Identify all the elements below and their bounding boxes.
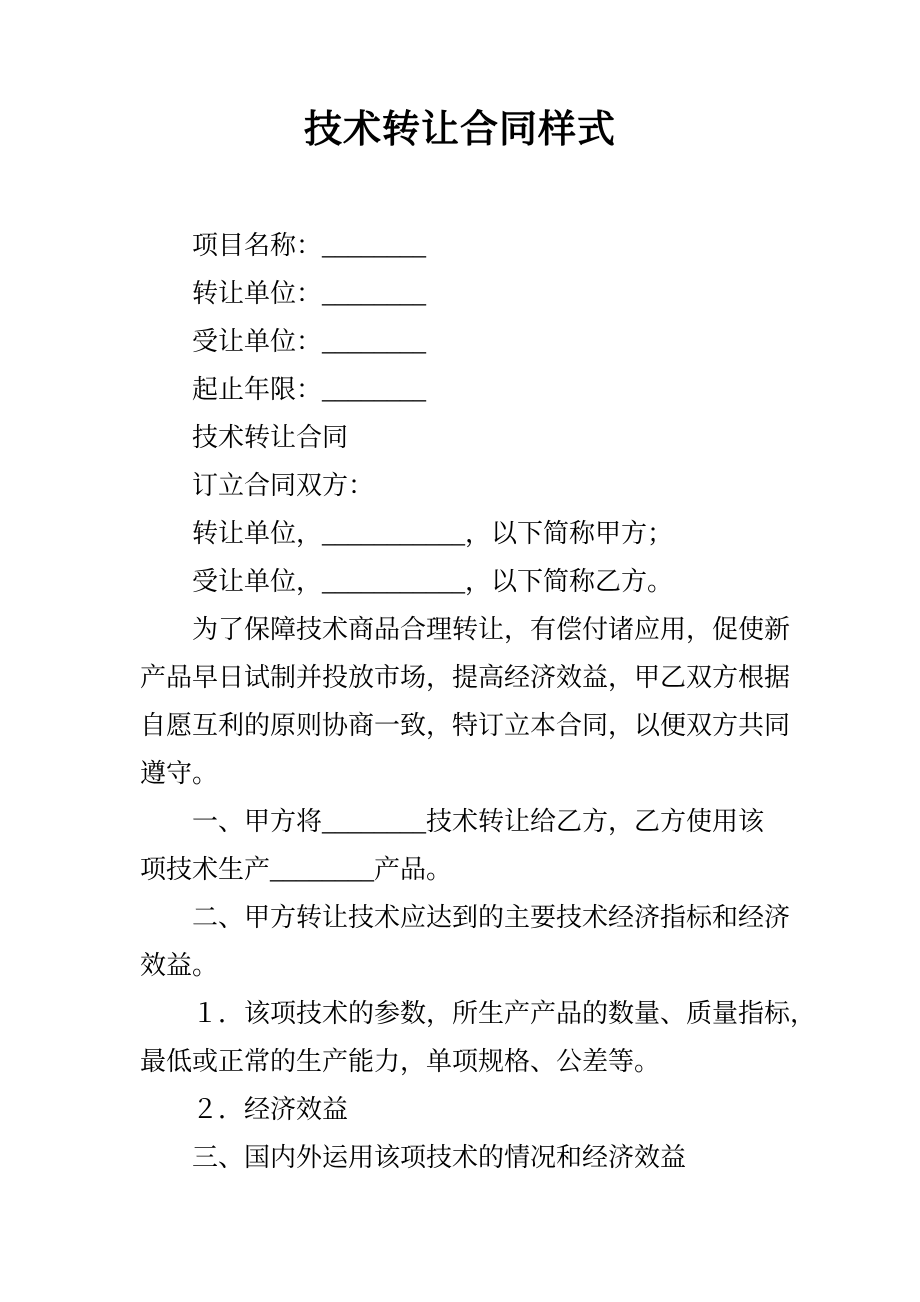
subtitle-contract-name: 技术转让合同 — [192, 423, 349, 452]
line-party-b: 受让单位，___________，以下简称乙方。 — [192, 567, 674, 596]
clause-3-heading: 三、国内外运用该项技术的情况和经济效益 — [192, 1143, 687, 1172]
field-duration: 起止年限：________ — [192, 375, 427, 404]
line-parties-heading: 订立合同双方： — [192, 471, 375, 500]
preamble-line-1: 为了保障技术商品合理转让，有偿付诸应用，促使新 — [192, 615, 791, 644]
preamble-line-2: 产品早日试制并投放市场，提高经济效益，甲乙双方根据 — [140, 663, 791, 692]
preamble-line-3: 自愿互利的原则协商一致，特订立本合同，以便双方共同 — [140, 711, 791, 740]
document-body — [140, 222, 820, 1182]
field-transferor: 转让单位：________ — [192, 279, 427, 308]
clause-1-line-1: 一、甲方将________技术转让给乙方，乙方使用该 — [192, 807, 765, 836]
field-transferee: 受让单位：________ — [192, 327, 427, 356]
clause-2-line-2: 效益。 — [140, 951, 219, 980]
clause-2-item-1-line-1: １．该项技术的参数，所生产产品的数量、质量指标， — [192, 999, 817, 1028]
field-project-name: 项目名称：________ — [192, 231, 427, 260]
clause-1-line-2: 项技术生产________产品。 — [140, 855, 453, 884]
document-title: 技术转让合同样式 — [303, 109, 616, 151]
clause-2-line-1: 二、甲方转让技术应达到的主要技术经济指标和经济 — [192, 903, 791, 932]
preamble-line-4: 遵守。 — [140, 759, 219, 788]
line-party-a: 转让单位，___________，以下简称甲方； — [192, 519, 674, 548]
clause-2-item-1-line-2: 最低或正常的生产能力，单项规格、公差等。 — [140, 1047, 661, 1076]
clause-2-item-2: ２．经济效益 — [192, 1095, 349, 1124]
